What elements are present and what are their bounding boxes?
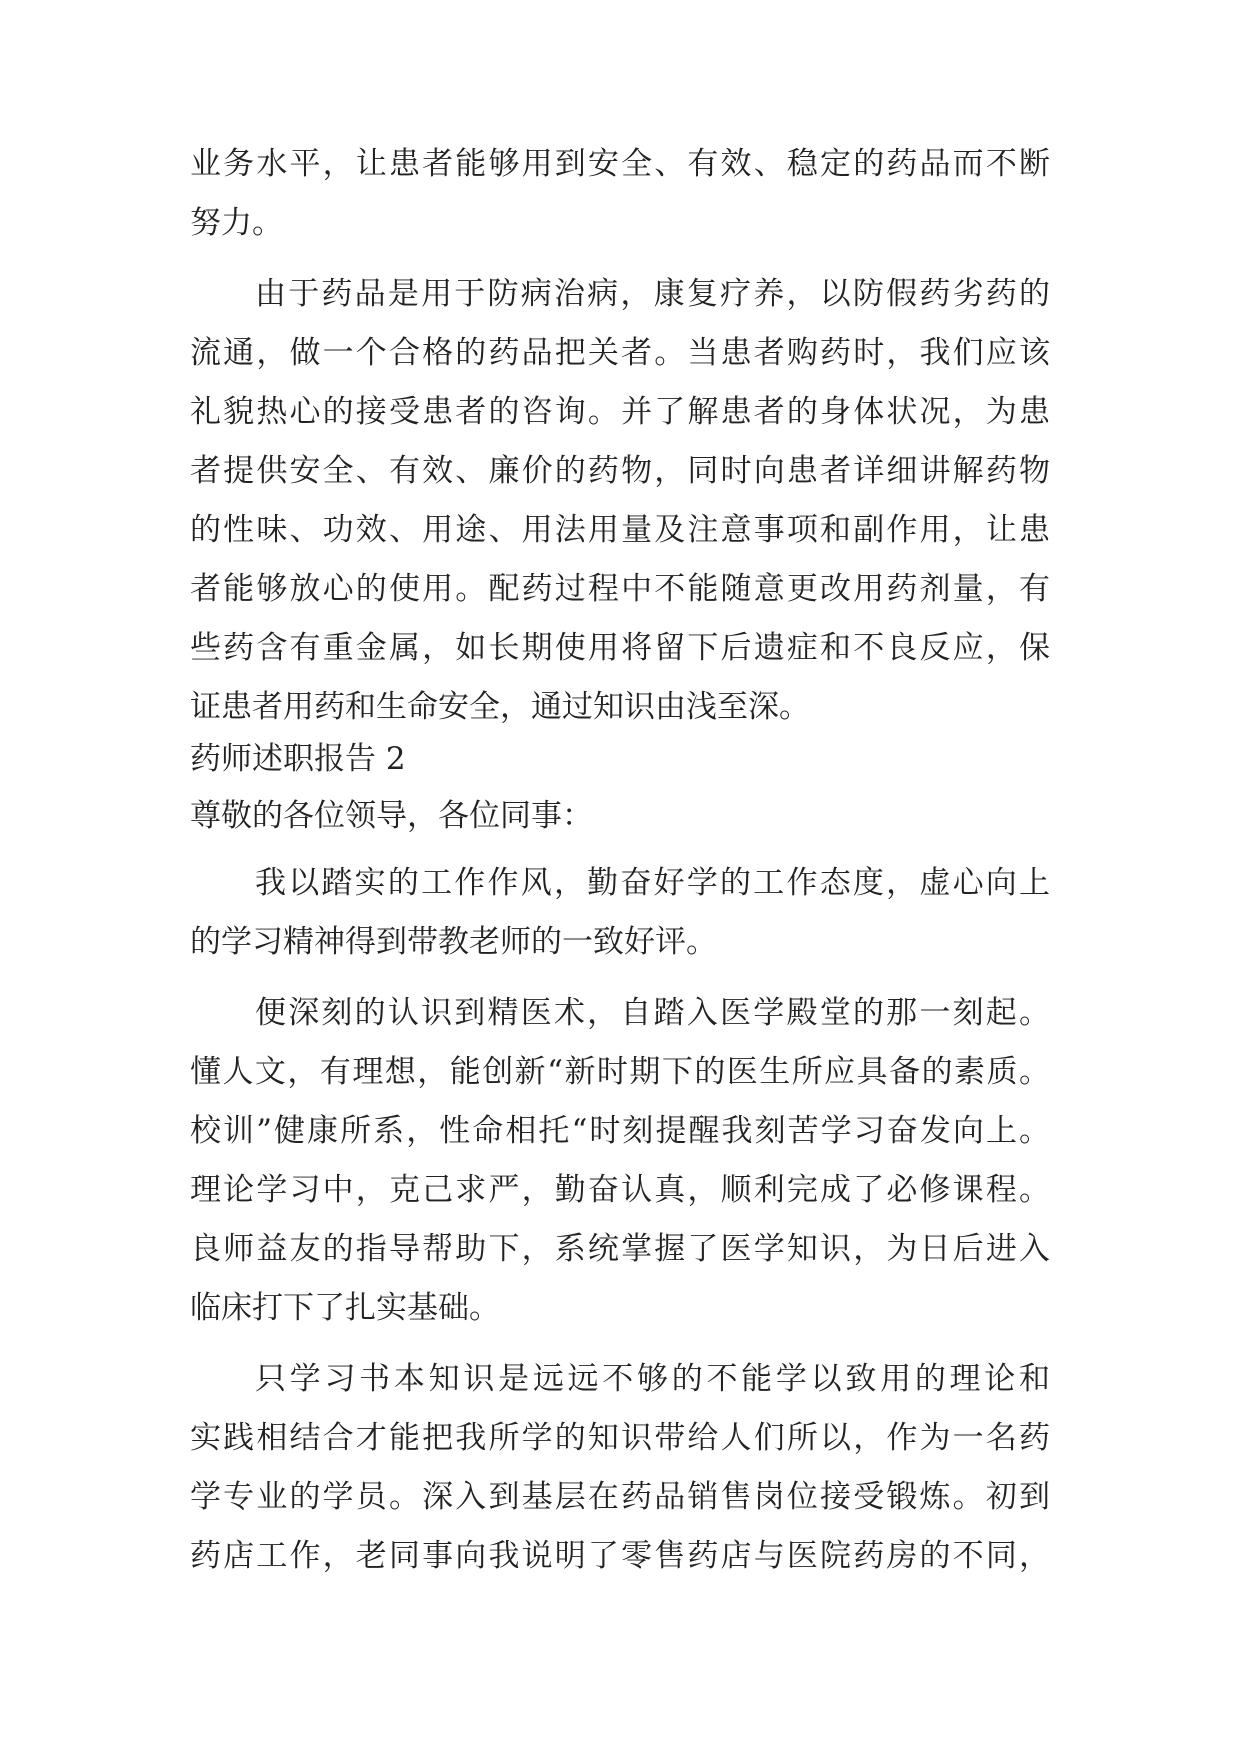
- text-line: 理论学习中，克己求严，勤奋认真，顺利完成了必修课程。: [190, 1172, 1050, 1208]
- text-line: 业务水平，让患者能够用到安全、有效、稳定的药品而不断: [190, 146, 1050, 182]
- text-line: 校训”健康所系，性命相托“时刻提醒我刻苦学习奋发向上。: [190, 1113, 1050, 1149]
- text-line: 由于药品是用于防病治病，康复疗养，以防假药劣药的: [255, 276, 1050, 312]
- text-line: 良师益友的指导帮助下，系统掌握了医学知识，为日后进入: [190, 1231, 1050, 1267]
- text-line: 我以踏实的工作作风，勤奋好学的工作态度，虚心向上: [255, 865, 1050, 901]
- text-line: 便深刻的认识到精医术，自踏入医学殿堂的那一刻起。: [255, 995, 1050, 1031]
- text-line: 者能够放心的使用。配药过程中不能随意更改用药剂量，有: [190, 571, 1050, 607]
- text-line: 实践相结合才能把我所学的知识带给人们所以，作为一名药: [190, 1420, 1050, 1456]
- text-line: 懂人文，有理想，能创新“新时期下的医生所应具备的素质。: [190, 1054, 1050, 1090]
- text-line: 只学习书本知识是远远不够的不能学以致用的理论和: [255, 1361, 1050, 1397]
- text-line: 努力。: [190, 205, 283, 241]
- text-line: 的性味、功效、用途、用法用量及注意事项和副作用，让患: [190, 512, 1050, 548]
- section-heading: 药师述职报告 2: [190, 741, 406, 777]
- text-line: 学专业的学员。深入到基层在药品销售岗位接受锻炼。初到: [190, 1479, 1050, 1515]
- salutation: 尊敬的各位领导，各位同事：: [190, 798, 593, 834]
- text-line: 些药含有重金属，如长期使用将留下后遗症和不良反应，保: [190, 630, 1050, 666]
- text-line: 者提供安全、有效、廉价的药物，同时向患者详细讲解药物: [190, 453, 1050, 489]
- text-line: 的学习精神得到带教老师的一致好评。: [190, 924, 717, 960]
- text-line: 临床打下了扎实基础。: [190, 1290, 500, 1326]
- text-line: 流通，做一个合格的药品把关者。当患者购药时，我们应该: [190, 335, 1050, 371]
- text-line: 药店工作，老同事向我说明了零售药店与医院药房的不同，: [190, 1538, 1050, 1574]
- text-line: 证患者用药和生命安全，通过知识由浅至深。: [190, 689, 810, 725]
- text-line: 礼貌热心的接受患者的咨询。并了解患者的身体状况，为患: [190, 394, 1050, 430]
